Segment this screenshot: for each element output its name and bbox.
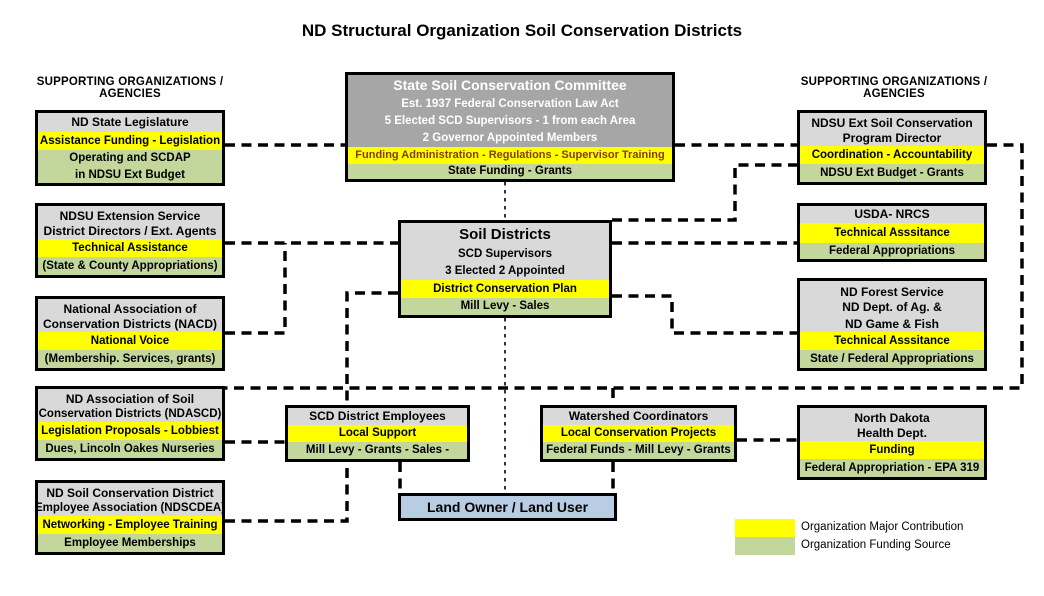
box-header: ND Dept. of Ag. & (800, 299, 984, 316)
funding-source: NDSU Ext Budget - Grants (800, 164, 984, 182)
box-header: Conservation Districts (NDASCD) (38, 406, 222, 422)
major-contribution: Coordination - Accountability (800, 146, 984, 164)
box-header: Program Director (800, 130, 984, 146)
box-nd-state-legislature (35, 110, 225, 186)
funding-source-line: in NDSU Ext Budget (38, 167, 222, 183)
funding-source: Mill Levy - Sales (401, 298, 609, 315)
major-contribution: Assistance Funding - Legislation (38, 132, 222, 150)
major-contribution: National Voice (38, 332, 222, 350)
box-header: NDSU Extension Service (38, 206, 222, 223)
box-land-owner (398, 493, 617, 521)
box-ndascd (35, 386, 225, 461)
box-nacd (35, 296, 225, 371)
funding-source-line: Operating and SCDAP (38, 150, 222, 167)
major-contribution: Funding Administration - Regulations - Supervisor Training (348, 147, 672, 164)
box-header: USDA- NRCS (800, 206, 984, 223)
line-soil-districts-scd-employees (347, 293, 398, 404)
funding-source: Federal Appropriations (800, 243, 984, 259)
major-contribution: Networking - Employee Training (38, 516, 222, 534)
box-line: 2 Governor Appointed Members (348, 130, 672, 147)
box-header: NDSU Ext Soil Conservation (800, 113, 984, 130)
major-contribution: Legislation Proposals - Lobbiest (38, 422, 222, 440)
funding-source: Federal Funds - Mill Levy - Grants (543, 442, 734, 459)
legend-swatch-major-contribution (735, 519, 795, 537)
box-header: Watershed Coordinators (543, 408, 734, 425)
funding-source: Employee Memberships (38, 534, 222, 552)
box-usda-nrcs (797, 203, 987, 262)
box-nd-health-dept (797, 405, 987, 480)
box-title: Soil Districts (401, 223, 609, 246)
box-ndsu-extension-service (35, 203, 225, 278)
box-line: 5 Elected SCD Supervisors - 1 from each Area (348, 113, 672, 130)
funding-source: Federal Appropriation - EPA 319 (800, 459, 984, 477)
funding-source: State / Federal Appropriations (800, 350, 984, 368)
left-column-heading: SUPPORTING ORGANIZATIONS / AGENCIES (36, 76, 224, 100)
box-header: ND Soil Conservation District (38, 483, 222, 500)
box-line: 3 Elected 2 Appointed (401, 263, 609, 280)
major-contribution: Funding (800, 441, 984, 459)
box-header: ND State Legislature (38, 113, 222, 132)
page-title: ND Structural Organization Soil Conservation Districts (301, 21, 743, 40)
major-contribution: District Conservation Plan (401, 280, 609, 298)
box-header: Conservation Districts (NACD) (38, 316, 222, 332)
legend-label-funding-source: Organization Funding Source (801, 539, 951, 551)
box-line: Est. 1937 Federal Conservation Law Act (348, 96, 672, 113)
line-ndscdea-scd-employees (225, 461, 347, 521)
box-line: SCD Supervisors (401, 246, 609, 263)
funding-source: State Funding - Grants (348, 164, 672, 179)
box-state-soil-conservation-committee (345, 72, 675, 182)
box-header: District Directors / Ext. Agents (38, 223, 222, 239)
right-column-heading: SUPPORTING ORGANIZATIONS / AGENCIES (800, 76, 988, 100)
box-watershed-coordinators (540, 405, 737, 462)
box-nd-forest-service (797, 278, 987, 371)
funding-source: (Membership. Services, grants) (38, 350, 222, 368)
box-ndscdea (35, 480, 225, 555)
major-contribution: Local Support (288, 425, 467, 442)
major-contribution: Local Conservation Projects (543, 425, 734, 442)
line-nacd-junction (225, 243, 285, 333)
box-header: ND Association of Soil (38, 389, 222, 406)
land-owner-label: Land Owner / Land User (426, 499, 589, 515)
box-scd-district-employees (285, 405, 470, 462)
box-title: State Soil Conservation Committee (348, 75, 672, 96)
funding-source: Dues, Lincoln Oakes Nurseries (38, 440, 222, 458)
legend-label-major-contribution: Organization Major Contribution (801, 521, 964, 533)
major-contribution: Technical Asssitance (800, 332, 984, 350)
box-header: National Association of (38, 299, 222, 316)
funding-source: Mill Levy - Grants - Sales - (288, 442, 467, 459)
box-header: Employee Association (NDSCDEA) (38, 500, 222, 516)
box-ndsu-ext-soil-conservation (797, 110, 987, 185)
legend-swatch-funding-source (735, 537, 795, 555)
box-header: North Dakota (800, 408, 984, 425)
major-contribution: Technical Asssitance (800, 223, 984, 243)
major-contribution: Technical Assistance (38, 239, 222, 257)
box-header: ND Forest Service (800, 281, 984, 299)
box-header: Health Dept. (800, 425, 984, 441)
box-header: SCD District Employees (288, 408, 467, 425)
line-soil-districts-forest (612, 296, 797, 333)
box-header: ND Game & Fish (800, 316, 984, 332)
funding-source: (State & County Appropriations) (38, 257, 222, 275)
box-soil-districts (398, 220, 612, 318)
